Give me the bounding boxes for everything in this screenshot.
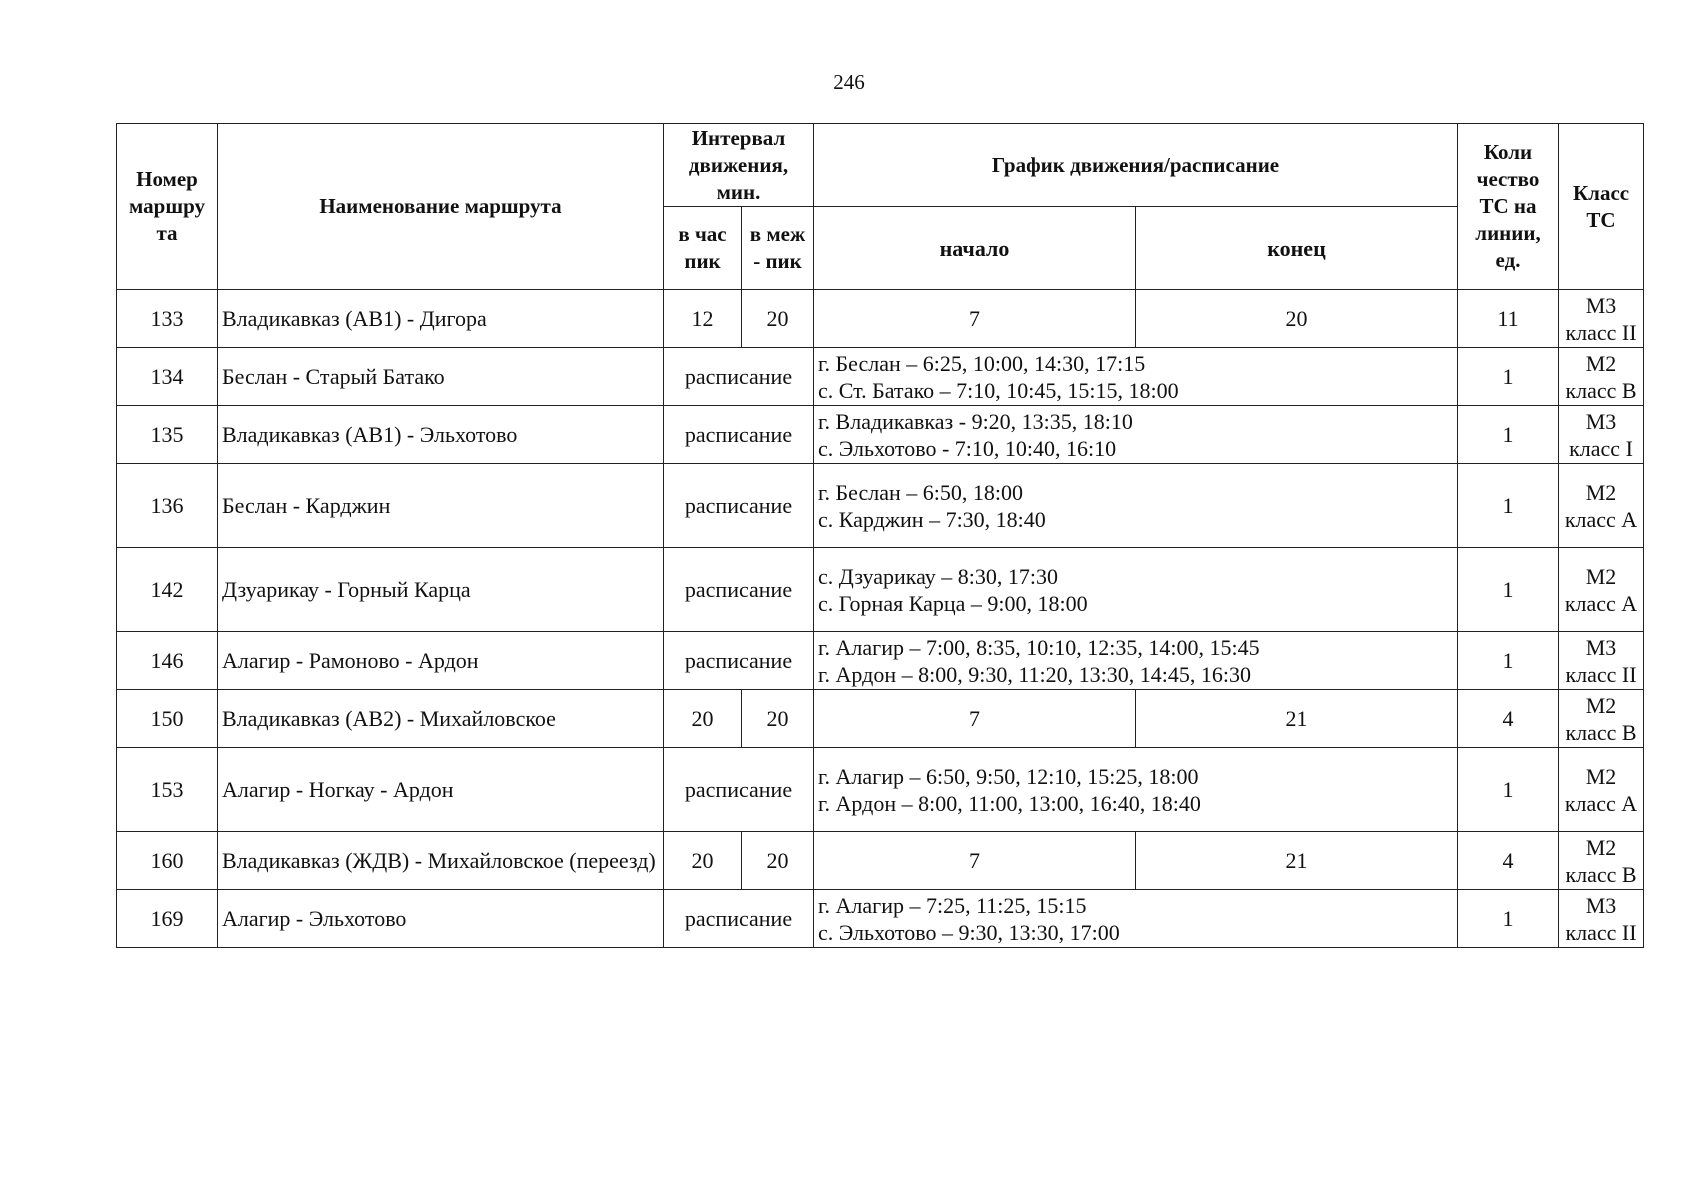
header-schedule: График движения/расписание [814, 124, 1458, 207]
route-number: 153 [117, 748, 218, 832]
schedule-end: 20 [1136, 290, 1458, 348]
table-row [117, 548, 1644, 632]
schedule-times-line: г. Ардон – 8:00, 11:00, 13:00, 16:40, 18:40 [818, 790, 1201, 816]
vehicle-class: М2 класс А [1559, 748, 1644, 832]
schedule-end: 21 [1136, 690, 1458, 748]
interval-offpeak: 20 [742, 832, 814, 890]
schedule-times-line: г. Алагир – 7:25, 11:25, 15:15 [818, 892, 1087, 918]
vehicle-count: 1 [1458, 748, 1559, 832]
header-route-name: Наименование маршрута [218, 124, 664, 290]
schedule-times-line: г. Беслан – 6:25, 10:00, 14:30, 17:15 [818, 350, 1146, 376]
schedule-times-line: с. Горная Карца – 9:00, 18:00 [818, 590, 1088, 616]
schedule-times [814, 464, 1458, 548]
route-name: Дзуарикау - Горный Карца [218, 548, 664, 632]
vehicle-class: М3 класс II [1559, 632, 1644, 690]
route-number: 134 [117, 348, 218, 406]
vehicle-count: 1 [1458, 890, 1559, 948]
schedule-label: расписание [664, 348, 814, 406]
interval-peak: 20 [664, 832, 742, 890]
routes-table [116, 123, 1644, 948]
schedule-start: 7 [814, 832, 1136, 890]
schedule-times [814, 632, 1458, 690]
route-name: Беслан - Старый Батако [218, 348, 664, 406]
schedule-label: расписание [664, 748, 814, 832]
route-number: 142 [117, 548, 218, 632]
vehicle-class: М3 класс I [1559, 406, 1644, 464]
schedule-label: расписание [664, 548, 814, 632]
vehicle-class: М3 класс II [1559, 290, 1644, 348]
vehicle-count: 4 [1458, 832, 1559, 890]
vehicle-class: М2 класс В [1559, 690, 1644, 748]
header-schedule-start: начало [814, 207, 1136, 290]
page-number: 246 [833, 70, 865, 94]
table-row [117, 832, 1644, 890]
schedule-times-line: г. Ардон – 8:00, 9:30, 11:20, 13:30, 14:45, 16:30 [818, 661, 1251, 687]
table-row [117, 464, 1644, 548]
route-name: Владикавказ (ЖДВ) - Михайловское (переезд) [218, 832, 664, 890]
schedule-label: расписание [664, 464, 814, 548]
vehicle-class: М2 класс В [1559, 348, 1644, 406]
schedule-label: расписание [664, 890, 814, 948]
interval-offpeak: 20 [742, 290, 814, 348]
vehicle-count: 1 [1458, 548, 1559, 632]
route-name: Владикавказ (АВ1) - Дигора [218, 290, 664, 348]
route-name: Алагир - Рамоново - Ардон [218, 632, 664, 690]
schedule-times [814, 406, 1458, 464]
schedule-times-line: с. Эльхотово - 7:10, 10:40, 16:10 [818, 435, 1117, 461]
schedule-end: 21 [1136, 832, 1458, 890]
vehicle-class: М2 класс А [1559, 464, 1644, 548]
table-row [117, 890, 1644, 948]
schedule-times [814, 890, 1458, 948]
table-row [117, 748, 1644, 832]
route-name: Владикавказ (АВ1) - Эльхотово [218, 406, 664, 464]
route-number: 146 [117, 632, 218, 690]
schedule-times-line: г. Алагир – 6:50, 9:50, 12:10, 15:25, 18:00 [818, 763, 1199, 789]
table-row [117, 348, 1644, 406]
header-vehicle-class: Класс ТС [1559, 124, 1644, 290]
route-name: Беслан - Карджин [218, 464, 664, 548]
schedule-times-line: с. Ст. Батако – 7:10, 10:45, 15:15, 18:00 [818, 377, 1179, 403]
table-row [117, 290, 1644, 348]
interval-peak: 20 [664, 690, 742, 748]
schedule-times-line: с. Эльхотово – 9:30, 13:30, 17:00 [818, 919, 1120, 945]
table-row [117, 690, 1644, 748]
schedule-label: расписание [664, 406, 814, 464]
schedule-times-line: с. Карджин – 7:30, 18:40 [818, 506, 1046, 532]
table-row [117, 632, 1644, 690]
vehicle-count: 1 [1458, 464, 1559, 548]
schedule-start: 7 [814, 290, 1136, 348]
schedule-label: расписание [664, 632, 814, 690]
route-number: 135 [117, 406, 218, 464]
schedule-times-line: с. Дзуарикау – 8:30, 17:30 [818, 563, 1059, 589]
header-schedule-end: конец [1136, 207, 1458, 290]
interval-peak: 12 [664, 290, 742, 348]
schedule-times-line: г. Беслан – 6:50, 18:00 [818, 479, 1023, 505]
header-route-number: Номер маршру та [117, 124, 218, 290]
interval-offpeak: 20 [742, 690, 814, 748]
schedule-times [814, 348, 1458, 406]
schedule-times [814, 748, 1458, 832]
route-number: 150 [117, 690, 218, 748]
table-row [117, 406, 1644, 464]
schedule-times-line: г. Алагир – 7:00, 8:35, 10:10, 12:35, 14:00, 15:45 [818, 634, 1260, 660]
vehicle-class: М2 класс В [1559, 832, 1644, 890]
schedule-times [814, 548, 1458, 632]
schedule-start: 7 [814, 690, 1136, 748]
route-number: 169 [117, 890, 218, 948]
header-interval-peak: в час пик [664, 207, 742, 290]
vehicle-count: 1 [1458, 348, 1559, 406]
vehicle-class: М2 класс А [1559, 548, 1644, 632]
route-name: Алагир - Эльхотово [218, 890, 664, 948]
route-number: 160 [117, 832, 218, 890]
vehicle-count: 1 [1458, 406, 1559, 464]
vehicle-count: 4 [1458, 690, 1559, 748]
header-interval: Интервал движения, мин. [664, 124, 814, 207]
header-interval-offpeak: в меж - пик [742, 207, 814, 290]
route-name: Алагир - Ногкау - Ардон [218, 748, 664, 832]
route-number: 136 [117, 464, 218, 548]
vehicle-count: 1 [1458, 632, 1559, 690]
header-vehicle-count: Коли чество ТС на линии, ед. [1458, 124, 1559, 290]
route-name: Владикавказ (АВ2) - Михайловское [218, 690, 664, 748]
vehicle-count: 11 [1458, 290, 1559, 348]
vehicle-class: М3 класс II [1559, 890, 1644, 948]
schedule-times-line: г. Владикавказ - 9:20, 13:35, 18:10 [818, 408, 1133, 434]
route-number: 133 [117, 290, 218, 348]
